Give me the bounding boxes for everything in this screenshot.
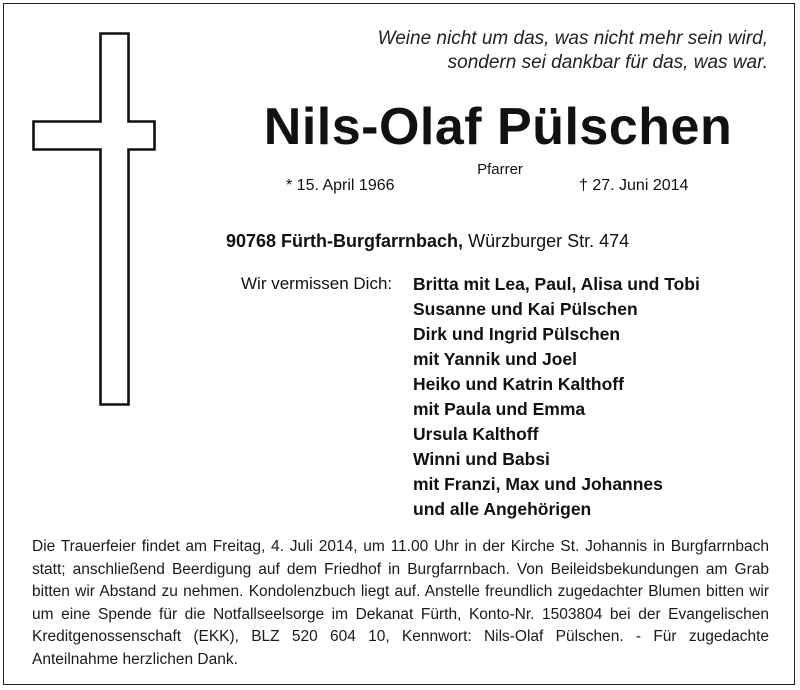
mourner-line: mit Paula und Emma [413, 399, 586, 419]
address-street: Würzburger Str. 474 [468, 231, 630, 251]
family-address [226, 230, 629, 252]
memorial-quote [378, 27, 768, 75]
mourners-label: Wir vermissen Dich: [241, 274, 393, 293]
cross-icon [32, 32, 156, 406]
address-location: 90768 Fürth-Burgfarrnbach, [226, 231, 464, 251]
mourner-line: Ursula Kalthoff [413, 424, 539, 444]
mourner-line: Heiko und Katrin Kalthoff [413, 374, 624, 394]
deceased-name: Nils-Olaf Pülschen [263, 98, 733, 156]
mourner-line: mit Yannik und Joel [413, 349, 578, 369]
deceased-title: Pfarrer [477, 161, 523, 178]
mourner-line: und alle Angehörigen [413, 499, 592, 519]
mourner-line: Britta mit Lea, Paul, Alisa und Tobi [413, 274, 700, 294]
funeral-service-notice: Die Trauerfeier findet am Freitag, 4. Juli 2014, um 11.00 Uhr in der Kirche St. Johannis in Burgfarrnbach statt; anschließend Beerdigung auf dem Friedhof in Burgfarrnbach. Von Beileidsbekundungen am Grab bitten wir Abstand zu nehmen. Kondolenzbuch liegt auf. Anstelle freundlich zugedachter Blumen bitten wir um eine Spende für die Notfallseelsorge im Dekanat Fürth, Konto-Nr. 1503804 bei der Evangelischen Kreditgenossenschaft (EKK), BLZ 520 604 10, Kennwort: Nils-Olaf Pülschen. - Für zugedachte Anteilnahme herzlichen Dank. [32, 538, 769, 668]
quote-line-2: sondern sei dankbar für das, was war. [447, 52, 768, 73]
death-date: † 27. Juni 2014 [579, 177, 689, 194]
mourner-line: Dirk und Ingrid Pülschen [413, 324, 621, 344]
mourner-line: Susanne und Kai Pülschen [413, 299, 638, 319]
mourner-line: mit Franzi, Max und Johannes [413, 474, 663, 494]
birth-date: * 15. April 1966 [286, 177, 395, 194]
mourners-list [413, 272, 700, 522]
quote-line-1: Weine nicht um das, was nicht mehr sein wird, [377, 28, 768, 49]
mourner-line: Winni und Babsi [413, 449, 550, 469]
